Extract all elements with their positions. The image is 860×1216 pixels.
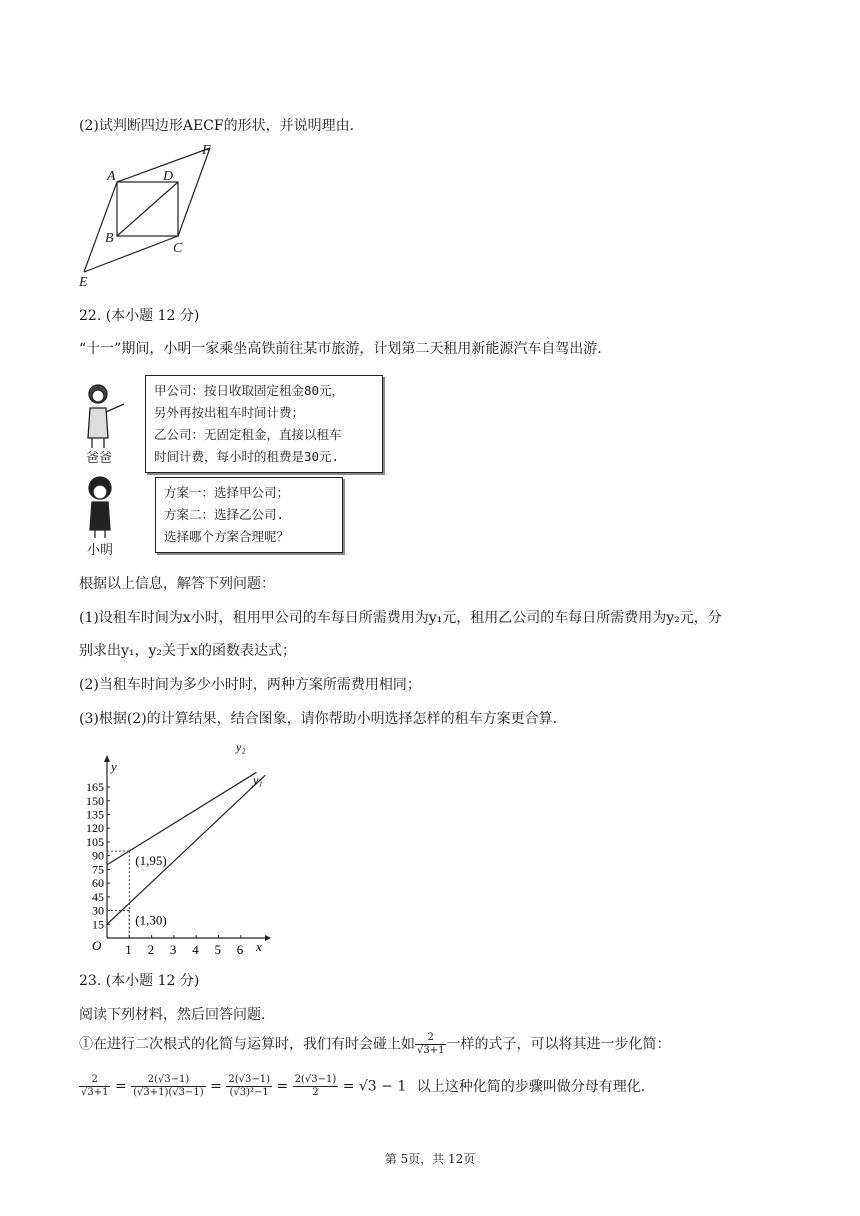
xiaoming-figure-icon [89,477,111,538]
fraction-numerator: 2 [415,1032,446,1045]
eq-tail: 以上这种化简的步骤叫做分母有理化. [416,1078,646,1095]
label-f: F [202,143,211,158]
x-tick-label: 4 [192,942,199,955]
eq-fraction-4: $\frac{2(√3-1)}{2}$ [294,1074,337,1098]
eq-fraction-1: $\frac{2}{√3+1}$ [81,1074,109,1098]
box1-line: 乙公司：无固定租金，直接以租车 [154,427,342,442]
label-b: B [105,231,114,246]
segment-fc [178,148,210,236]
company-info-box [145,375,383,473]
inline-fraction [415,1032,446,1057]
rental-cost-chart [70,735,280,955]
box1-line: 时间计费，每小时的租费是30元. [154,449,340,464]
segment-ea [84,182,117,272]
q22-p1b: 别求出y₁，y₂关于x的函数表达式； [79,643,296,659]
q22-p1a: (1)设租车时间为x小时，租用甲公司的车每日所需费用为y₁元，租用乙公司的车每日所需费用为y₂元，分 [79,610,722,626]
q22-p2: (2)当租车时间为多少小时时，两种方案所需费用相同； [79,677,421,693]
x-tick-label: 5 [214,942,221,955]
y-tick-label: 30 [92,903,104,918]
eq-fraction-2: $\frac{2(√3-1)}{(√3+1)(√3-1)}$ [133,1074,204,1098]
cartoon-illustration [78,380,138,560]
series-line-1 [107,772,256,864]
y-tick-label: 15 [92,917,104,932]
series-label-y2: y₂ [236,740,246,754]
q22-intro: “十一”期间，小明一家乘坐高铁前往某市旅游，计划第二天租用新能源汽车自驾出游. [79,341,602,357]
box2-line: 方案一：选择甲公司； [164,485,290,500]
dad-label: 爸爸 [86,451,113,466]
y-tick-label: 60 [92,876,104,891]
page-footer: 第 5页，共 12页 [384,1152,476,1166]
point-label: (1,95) [135,853,167,869]
point-label: (1,30) [135,912,167,928]
eq-result: = √3 − 1 [342,1078,407,1095]
q22-header: 22. (本小题 12 分) [79,308,200,324]
label-a: A [107,169,116,184]
material1-text-b: 一样的式子，可以将其进一步化简： [446,1036,671,1053]
x-axis-arrow [265,935,271,941]
segment-ce [84,236,178,272]
quadrilateral-figure [70,140,230,290]
y-tick-label: 165 [86,780,104,795]
q22-p3: (3)根据(2)的计算结果，结合图象，请你帮助小明选择怎样的租车方案更合算. [79,711,558,727]
y-axis-label: y [111,759,117,774]
y-tick-label: 135 [86,807,104,822]
diagonal-bd [117,182,178,236]
plan-box [155,477,343,553]
y-tick-label: 105 [86,834,104,849]
x-tick-label: 2 [147,942,155,955]
box2-line: 选择哪个方案合理呢？ [164,529,290,544]
y-axis-arrow [104,755,110,762]
x-axis-label: x [256,939,262,954]
fraction-denominator: √3+1 [417,1045,445,1056]
q23-intro: 阅读下列材料，然后回答问题. [79,1007,266,1023]
box2-line: 方案二：选择乙公司. [164,507,285,522]
x-tick-label: 6 [236,942,244,955]
label-d: D [163,169,174,184]
y-tick-label: 150 [86,793,104,808]
material1-text-a: ①在进行二次根式的化简与运算时，我们有时会碰上如 [79,1036,415,1053]
xiaoming-label: 小明 [87,543,114,558]
q21-part2: (2)试判断四边形AECF的形状，并说明理由. [79,118,355,134]
q22-lead: 根据以上信息，解答下列问题： [79,576,275,592]
x-tick-label: 1 [125,942,132,955]
q23-equation: $\frac{2}{√3+1}$ = $\frac{2(√3-1)}{(√3+1)(√3-1)}$ = $\frac{2(√3-1)}{\text{(√3)²−1}}$ = $\frac{2(√3-1)}{2}$ = √3 − 1 以上这种化简的步骤叫做分母有理化. [81,1074,646,1098]
q23-material1 [79,1032,670,1057]
origin-label: O [92,938,102,953]
y-tick-label: 45 [92,889,104,904]
y-tick-label: 75 [92,862,104,877]
box1-line: 甲公司：按日收取固定租金80元， [154,383,345,398]
eq-fraction-3: $\frac{2(√3-1)}{\text{(√3)²−1}}$ [228,1074,270,1098]
x-tick-label: 3 [169,942,177,955]
box1-line: 另外再按出租车时间计费； [154,405,305,420]
label-c: C [173,241,183,256]
y-tick-label: 120 [86,821,104,836]
y-tick-label: 90 [92,848,104,863]
label-e: E [79,275,88,290]
series-label-y1: y₁ [253,773,263,787]
q23-header: 23. (本小题 12 分) [79,973,200,989]
dad-figure-icon [88,385,124,448]
